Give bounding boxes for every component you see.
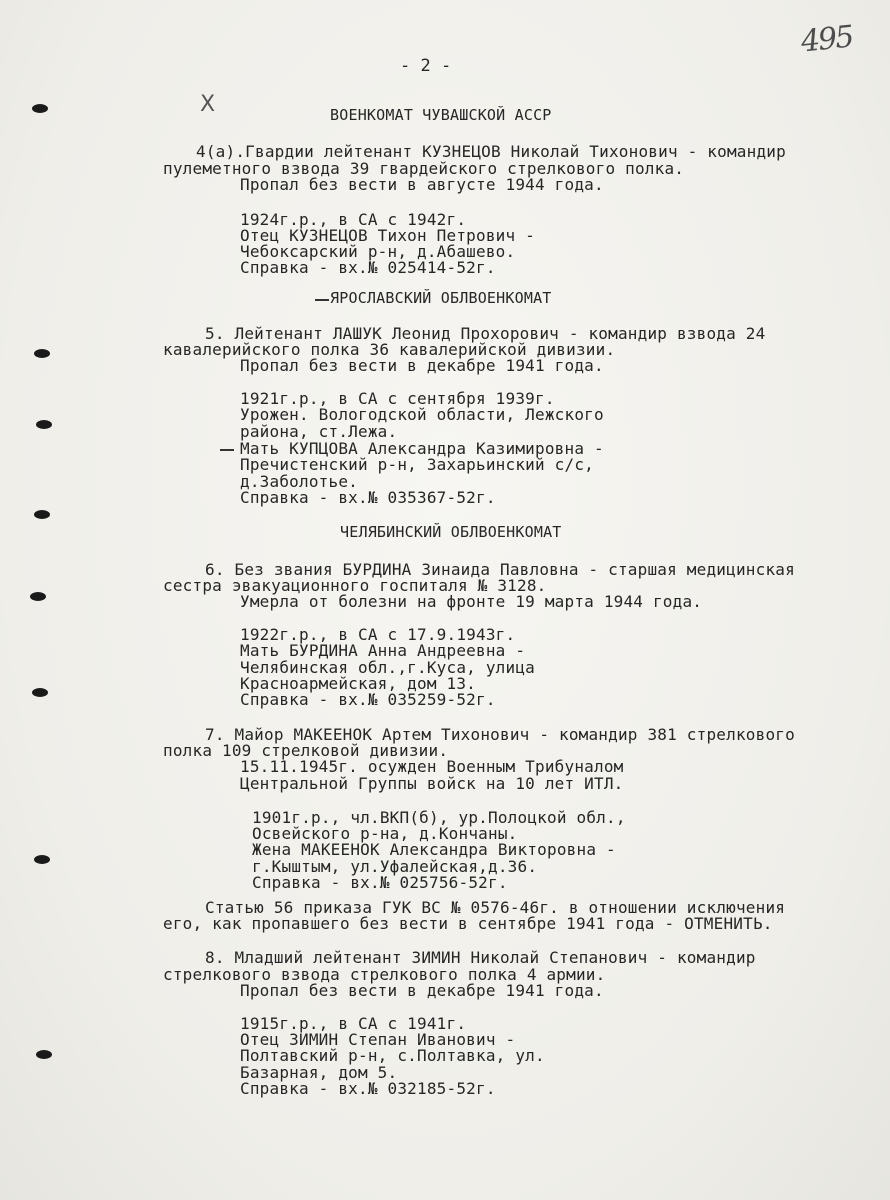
entry-6-line-2: сестра эвакуационного госпиталя № 3128.	[163, 576, 547, 595]
entry-8-line-3: Пропал без вести в декабре 1941 года.	[240, 981, 604, 1000]
entry-8-line-1: 8. Младший лейтенант ЗИМИН Николай Степанович - командир	[205, 948, 756, 967]
entry-7-line-8: г.Кыштым, ул.Уфалейская,д.36.	[252, 857, 538, 876]
entry-7-line-11: его, как пропавшего без вести в сентябре 1941 года - ОТМЕНИТЬ.	[163, 914, 773, 933]
entry-7-line-4: Центральной Группы войск на 10 лет ИТЛ.	[240, 774, 624, 793]
entry-5-line-2: кавалерийского полка 36 кавалерийской дивизии.	[163, 340, 616, 359]
entry-7-line-1: 7. Майор МАКЕЕНОК Артем Тихонович - командир 381 стрелкового	[205, 725, 795, 744]
entry-4-line-3: Пропал без вести в августе 1944 года.	[240, 175, 604, 194]
heading-dash	[315, 299, 329, 301]
entry-7-line-6: Освейского р-на, д.Кончаны.	[252, 824, 518, 843]
entry-5-line-1: 5. Лейтенант ЛАШУК Леонид Прохорович - командир взвода 24	[205, 324, 766, 343]
entry-4-line-7: Справка - вх.№ 025414-52г.	[240, 258, 496, 277]
entry-4-line-2: пулеметного взвода 39 гвардейского стрелкового полка.	[163, 159, 685, 178]
entry-4-line-6: Чебоксарский р-н, д.Абашево.	[240, 242, 516, 261]
entry-5-line-3: Пропал без вести в декабре 1941 года.	[240, 356, 604, 375]
handwritten-mark: X	[200, 92, 216, 117]
entry-7-line-7: Жена МАКЕЕНОК Александра Викторовна -	[252, 840, 616, 859]
entry-6-line-4: 1922г.р., в СА с 17.9.1943г.	[240, 625, 516, 644]
entry-7-line-2: полка 109 стрелковой дивизии.	[163, 741, 449, 760]
entry-5-line-6: района, ст.Лежа.	[240, 422, 398, 441]
section-heading-chuvash: ВОЕНКОМАТ ЧУВАШСКОЙ АССР	[330, 106, 552, 124]
entry-7-line-10: Статью 56 приказа ГУК ВС № 0576-46г. в отношении исключения	[205, 898, 786, 917]
entry-6-line-8: Справка - вх.№ 035259-52г.	[240, 690, 496, 709]
entry-7-line-9: Справка - вх.№ 025756-52г.	[252, 873, 508, 892]
entry-8-line-4: 1915г.р., в СА с 1941г.	[240, 1014, 467, 1033]
handwritten-page-number: 495	[799, 19, 854, 60]
entry-4-line-1: 4(а).Гвардии лейтенант КУЗНЕЦОВ Николай Тихонович - командир	[196, 142, 786, 161]
entry-5-line-8: Пречистенский р-н, Захарьинский с/с,	[240, 455, 594, 474]
line-dash	[220, 449, 234, 451]
entry-6-line-1: 6. Без звания БУРДИНА Зинаида Павловна - старшая медицинская	[205, 560, 795, 579]
entry-5-line-10: Справка - вх.№ 035367-52г.	[240, 488, 496, 507]
section-heading-chelyabinsk: ЧЕЛЯБИНСКИЙ ОБЛВОЕНКОМАТ	[340, 523, 562, 541]
entry-8-line-2: стрелкового взвода стрелкового полка 4 армии.	[163, 965, 606, 984]
entry-8-line-7: Базарная, дом 5.	[240, 1063, 398, 1082]
entry-8-line-5: Отец ЗИМИН Степан Иванович -	[240, 1030, 516, 1049]
entry-5-line-9: д.Заболотье.	[240, 472, 358, 491]
entry-7-line-5: 1901г.р., чл.ВКП(б), ур.Полоцкой обл.,	[252, 808, 626, 827]
page-number: - 2 -	[400, 56, 452, 76]
entry-4-line-5: Отец КУЗНЕЦОВ Тихон Петрович -	[240, 226, 535, 245]
entry-6-line-3: Умерла от болезни на фронте 19 марта 1944 года.	[240, 592, 703, 611]
entry-6-line-5: Мать БУРДИНА Анна Андреевна -	[240, 641, 526, 660]
section-heading-yaroslavl: ЯРОСЛАВСКИЙ ОБЛВОЕНКОМАТ	[330, 289, 552, 307]
entry-5-line-5: Урожен. Вологодской области, Лежского	[240, 405, 604, 424]
entry-7-line-3: 15.11.1945г. осужден Военным Трибуналом	[240, 757, 624, 776]
entry-6-line-6: Челябинская обл.,г.Куса, улица	[240, 658, 535, 677]
entry-6-line-7: Красноармейская, дом 13.	[240, 674, 476, 693]
entry-4-line-4: 1924г.р., в СА с 1942г.	[240, 210, 467, 229]
entry-5-line-4: 1921г.р., в СА с сентября 1939г.	[240, 389, 555, 408]
entry-8-line-6: Полтавский р-н, с.Полтавка, ул.	[240, 1046, 545, 1065]
entry-8-line-8: Справка - вх.№ 032185-52г.	[240, 1079, 496, 1098]
entry-5-line-7: Мать КУПЦОВА Александра Казимировна -	[240, 439, 604, 458]
